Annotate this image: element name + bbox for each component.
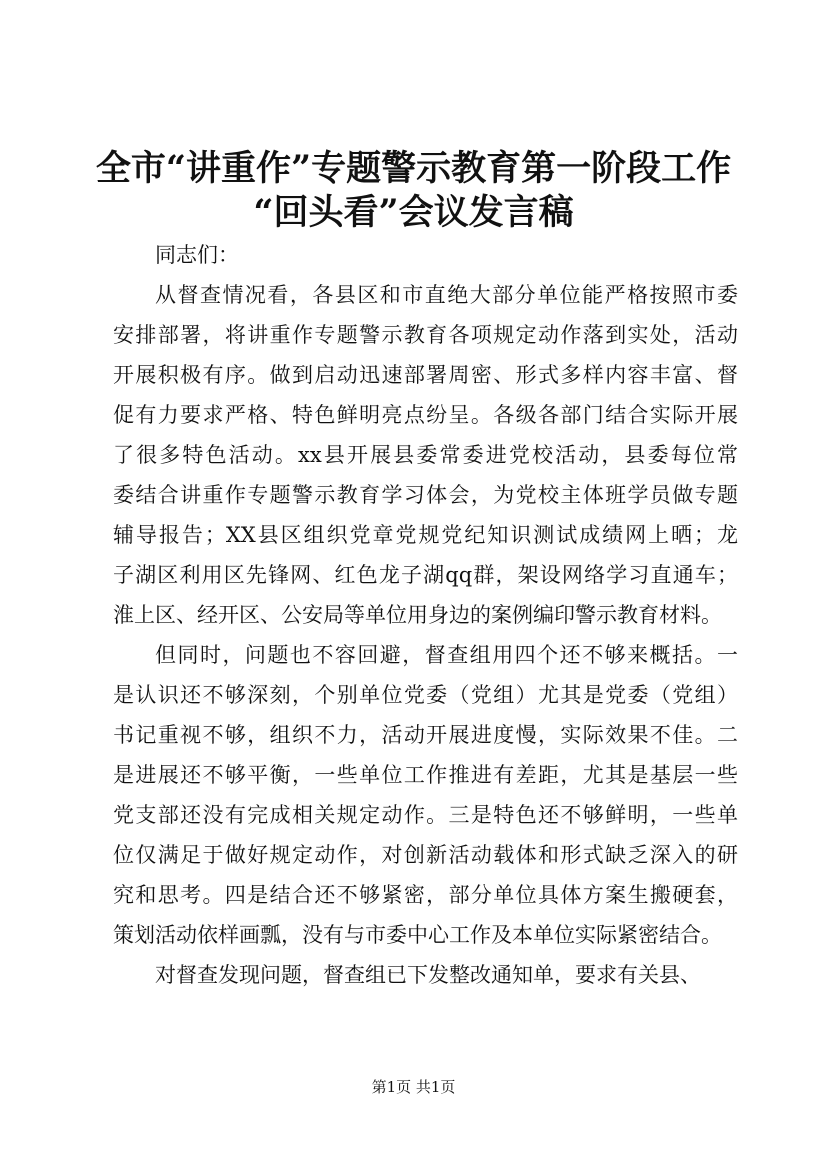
document-title-line-1: 全市“讲重作”专题警示教育第一阶段工作 <box>95 148 732 189</box>
paragraph-2-line: 党支部还没有完成相关规定动作。三是特色还不够鲜明，一些单 <box>113 803 738 827</box>
paragraph-2-line: 策划活动依样画瓢，没有与市委中心工作及本单位实际紧密结合。 <box>113 923 722 947</box>
page-footer: 第1页 共1页 <box>371 1078 456 1096</box>
paragraph-1-line: 从督查情况看，各县区和市直绝大部分单位能严格按照市委 <box>155 283 738 307</box>
paragraph-3-line: 对督查发现问题，督查组已下发整改通知单，要求有关县、 <box>155 963 701 987</box>
paragraph-1-line: 辅导报告；XX县区组织党章党规党纪知识测试成绩网上晒；龙 <box>113 523 738 547</box>
paragraph-2-line: 是进展还不够平衡，一些单位工作推进有差距，尤其是基层一些 <box>113 763 738 787</box>
paragraph-1-line: 子湖区利用区先锋网、红色龙子湖qq群，架设网络学习直通车； <box>113 563 738 587</box>
paragraph-1-line: 安排部署，将讲重作专题警示教育各项规定动作落到实处，活动 <box>113 323 738 347</box>
paragraph-2-line: 究和思考。四是结合还不够紧密，部分单位具体方案生搬硬套， <box>113 883 738 907</box>
paragraph-1-line: 委结合讲重作专题警示教育学习体会，为党校主体班学员做专题 <box>113 483 738 507</box>
salutation: 同志们： <box>155 243 239 267</box>
document-body <box>113 235 738 995</box>
paragraph-1-line: 淮上区、经开区、公安局等单位用身边的案例编印警示教育材料。 <box>113 603 722 627</box>
paragraph-2-line: 但同时，问题也不容回避，督查组用四个还不够来概括。一 <box>155 643 738 667</box>
paragraph-2-line: 位仅满足于做好规定动作，对创新活动载体和形式缺乏深入的研 <box>113 843 738 867</box>
paragraph-2-line: 是认识还不够深刻，个别单位党委（党组）尤其是党委（党组） <box>113 683 738 707</box>
paragraph-1-line: 开展积极有序。做到启动迅速部署周密、形式多样内容丰富、督 <box>113 363 738 387</box>
paragraph-1-line: 促有力要求严格、特色鲜明亮点纷呈。各级各部门结合实际开展 <box>113 403 738 427</box>
paragraph-1-line: 了很多特色活动。xx县开展县委常委进党校活动，县委每位常 <box>113 443 738 467</box>
paragraph-2-line: 书记重视不够，组织不力，活动开展进度慢，实际效果不佳。二 <box>113 723 738 747</box>
document-title-line-2: “回头看”会议发言稿 <box>253 192 574 233</box>
